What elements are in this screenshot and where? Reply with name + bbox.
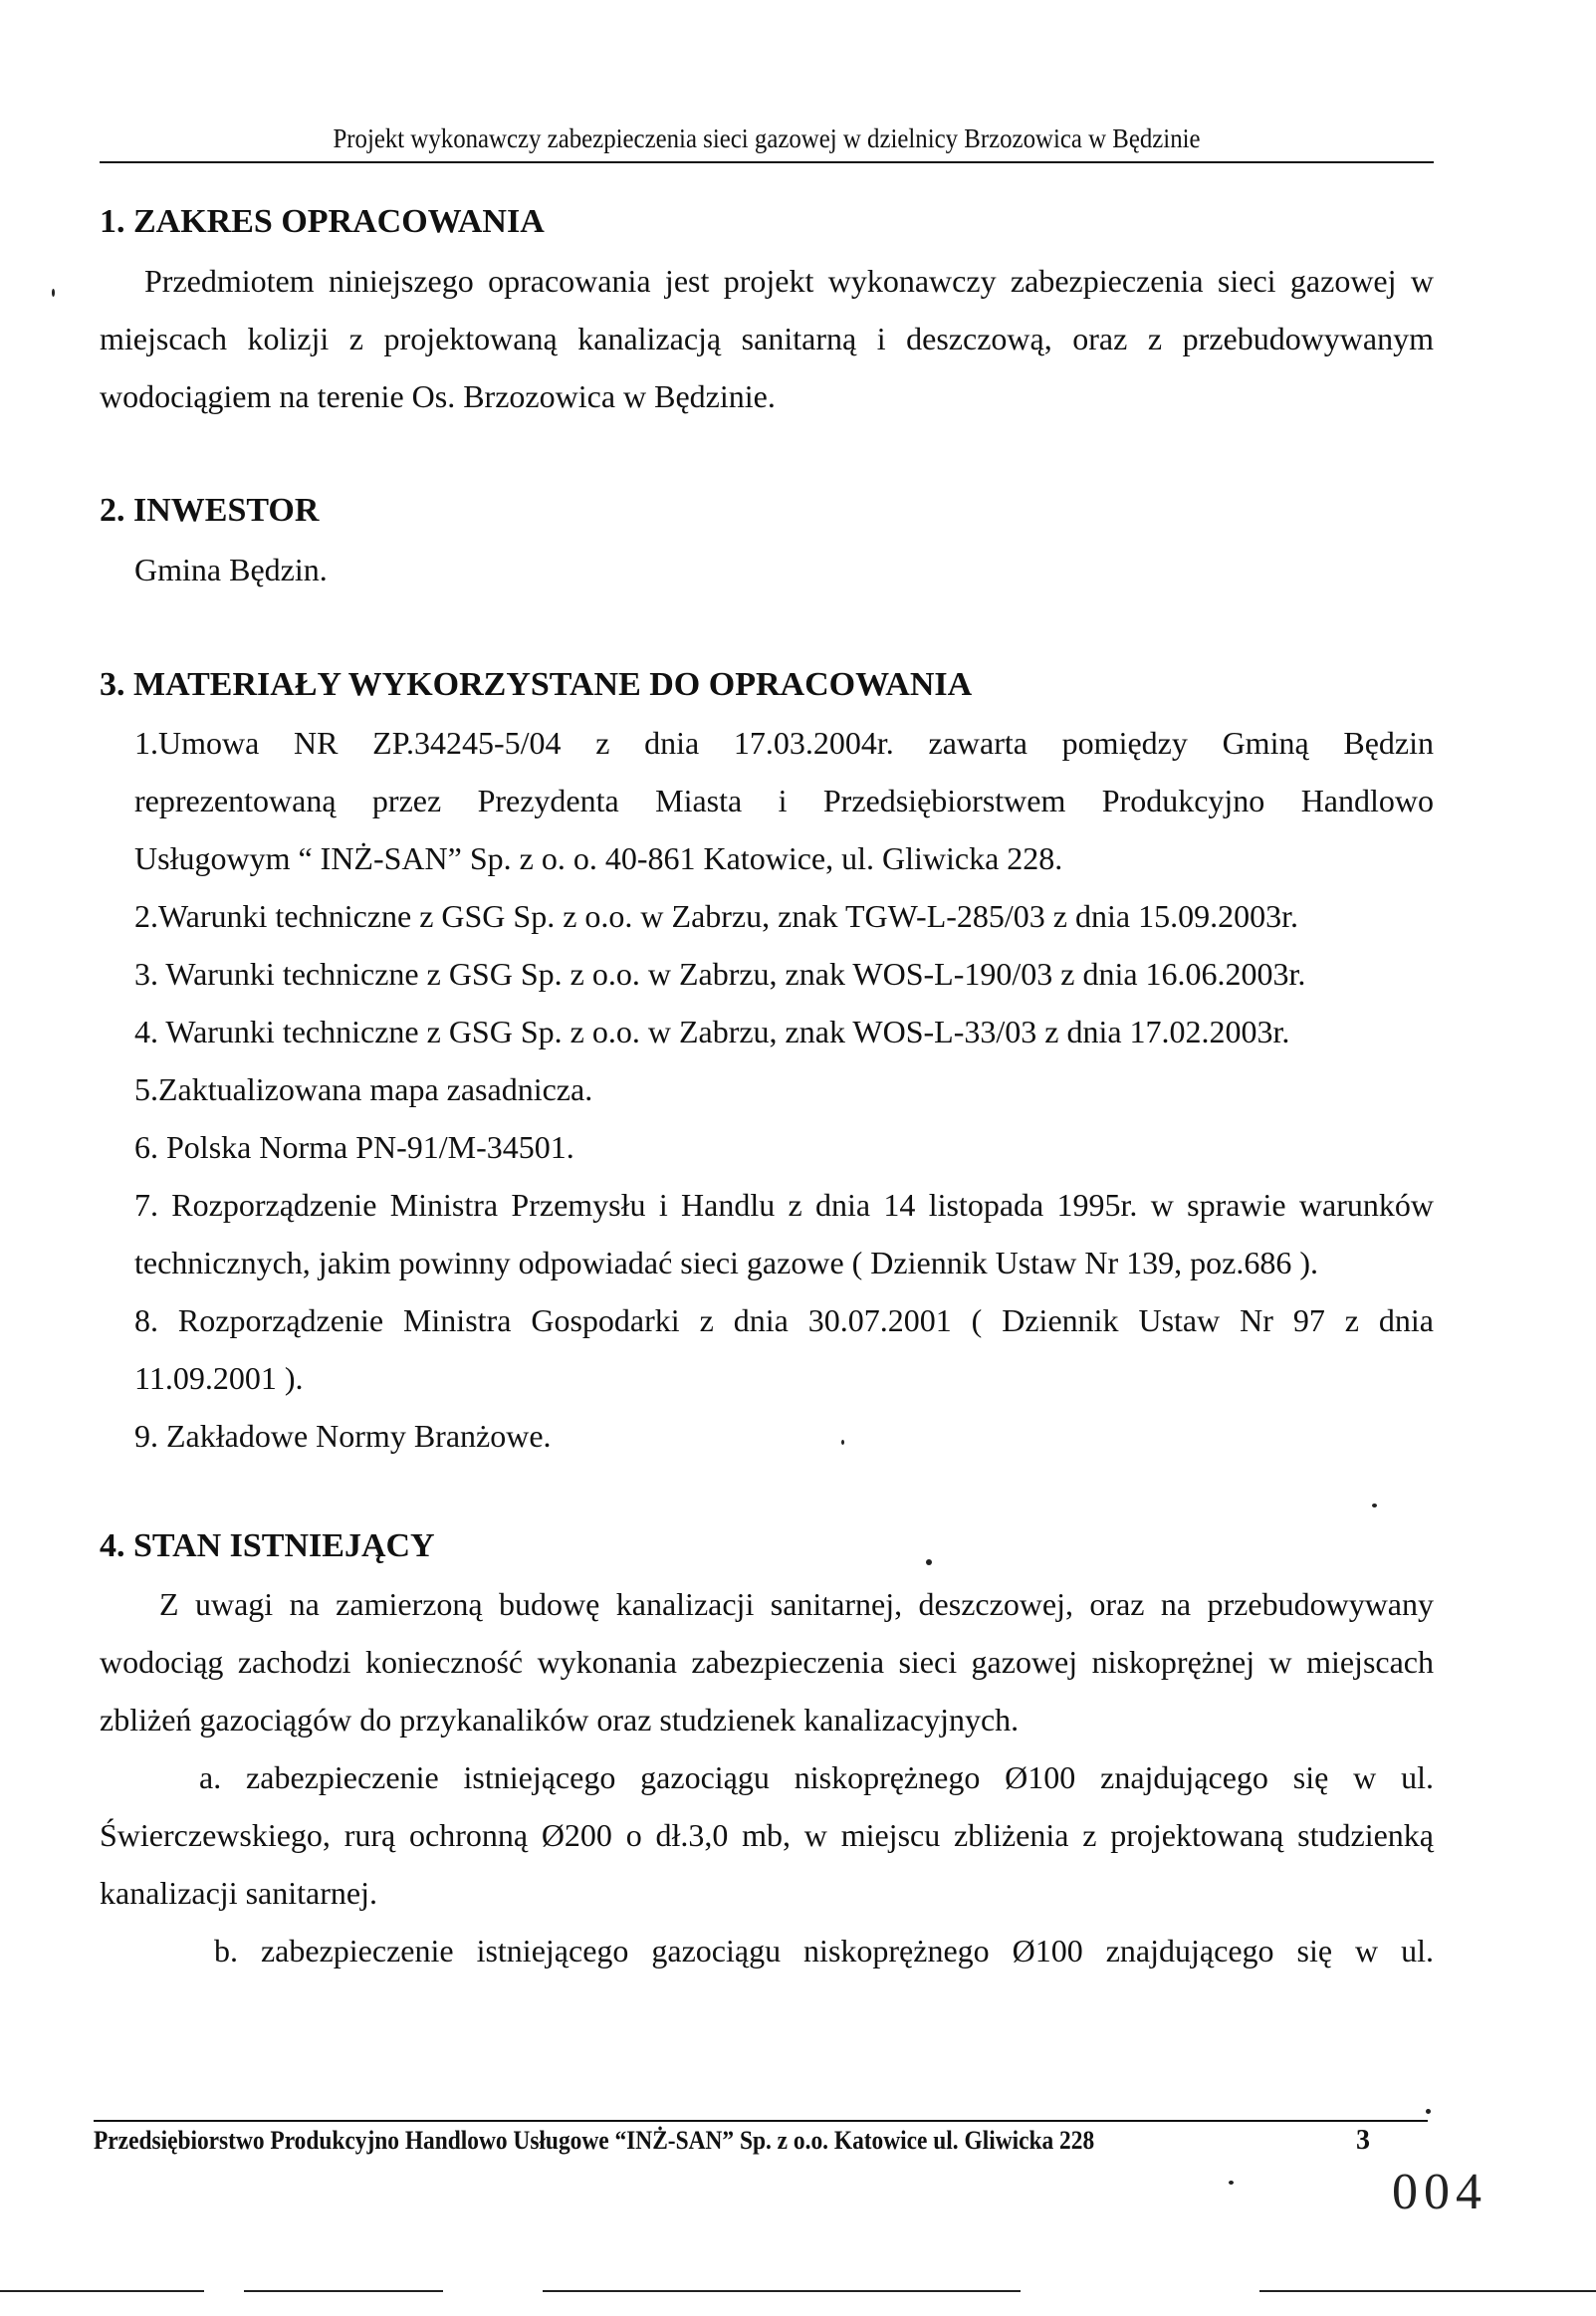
materials-item-line-5: 3. Warunki techniczne z GSG Sp. z o.o. w Zabrzu, znak WOS-L-190/03 z dnia 16.06.2003r.: [134, 956, 1306, 992]
materials-item-line-6: 4. Warunki techniczne z GSG Sp. z o.o. w Zabrzu, znak WOS-L-33/03 z dnia 17.02.2003r.: [134, 1014, 1290, 1049]
section-4-item-a-line-2: Świerczewskiego, rurą ochronną Ø200 o dł.3,0 mb, w miejscu zbliżenia z projektowaną studzienką: [100, 1817, 1434, 1853]
scan-speck: [1372, 1504, 1377, 1507]
scan-speck: [841, 1440, 844, 1445]
materials-item-line-12: 11.09.2001 ).: [134, 1360, 304, 1396]
section-4-item-a-line-3: kanalizacji sanitarnej.: [100, 1875, 377, 1911]
scan-speck: [926, 1559, 932, 1565]
section-1-line-3: wodociągiem na terenie Os. Brzozowica w Będzinie.: [100, 378, 776, 414]
section-4-line-3: zbliżeń gazociągów do przykanalików oraz studzienek kanalizacyjnych.: [100, 1702, 1020, 1737]
footer-divider: [94, 2120, 1428, 2122]
section-4-line-1: Z uwagi na zamierzoną budowę kanalizacji sanitarnej, deszczowej, oraz na przebudowywany: [159, 1586, 1434, 1622]
materials-item-line-4: 2.Warunki techniczne z GSG Sp. z o.o. w Zabrzu, znak TGW-L-285/03 z dnia 15.09.2003r.: [134, 898, 1298, 934]
section-1-line-1: Przedmiotem niniejszego opracowania jest projekt wykonawczy zabezpieczenia sieci gazowej w: [144, 263, 1434, 299]
materials-item-line-10: technicznych, jakim powinny odpowiadać sieci gazowe ( Dziennik Ustaw Nr 139, poz.686 ).: [134, 1245, 1318, 1280]
materials-item-line-8: 6. Polska Norma PN-91/M-34501.: [134, 1129, 574, 1165]
section-1-line-2: miejscach kolizji z projektowaną kanalizacją sanitarną i deszczową, oraz z przebudowywanym: [100, 321, 1434, 356]
scan-edge-line: [0, 2290, 204, 2292]
materials-item-line-9: 7. Rozporządzenie Ministra Przemysłu i Handlu z dnia 14 listopada 1995r. w sprawie warunków: [134, 1187, 1434, 1223]
materials-item-line-1: 1.Umowa NR ZP.34245-5/04 z dnia 17.03.2004r. zawarta pomiędzy Gminą Będzin: [134, 725, 1434, 761]
scan-edge-line: [244, 2290, 443, 2292]
section-1-title: 1. ZAKRES OPRACOWANIA: [100, 203, 545, 240]
section-4-item-a-line-1: a. zabezpieczenie istniejącego gazociągu niskoprężnego Ø100 znajdującego się w ul.: [199, 1759, 1434, 1795]
materials-item-line-2: reprezentowaną przez Prezydenta Miasta i Przedsiębiorstwem Produkcyjno Handlowo: [134, 783, 1434, 818]
materials-item-line-3: Usługowym “ INŻ-SAN” Sp. z o. o. 40-861 Katowice, ul. Gliwicka 228.: [134, 840, 1063, 876]
section-3-title: 3. MATERIAŁY WYKORZYSTANE DO OPRACOWANIA: [100, 666, 973, 703]
scan-speck: [1426, 2109, 1431, 2114]
section-4-item-b-line-1: b. zabezpieczenie istniejącego gazociągu niskoprężnego Ø100 znajdującego się w ul.: [214, 1933, 1434, 1969]
scan-edge-line: [1259, 2290, 1596, 2292]
investor-name: Gmina Będzin.: [134, 552, 328, 587]
scan-speck: [1229, 2181, 1234, 2185]
materials-item-line-13: 9. Zakładowe Normy Branżowe.: [134, 1418, 552, 1454]
header-divider: [100, 161, 1434, 163]
section-4-line-2: wodociąg zachodzi konieczność wykonania zabezpieczenia sieci gazowej niskoprężnej w miejscach: [100, 1644, 1434, 1680]
page-header: Projekt wykonawczy zabezpieczenia sieci gazowej w dzielnicy Brzozowica w Będzinie: [333, 123, 1201, 153]
scan-edge-line: [543, 2290, 1021, 2292]
materials-item-line-11: 8. Rozporządzenie Ministra Gospodarki z dnia 30.07.2001 ( Dziennik Ustaw Nr 97 z dnia: [134, 1302, 1434, 1338]
footer-company: Przedsiębiorstwo Produkcyjno Handlowo Usługowe “INŻ-SAN” Sp. z o.o. Katowice ul. Gliwicka 228: [94, 2126, 1095, 2155]
scan-speck: [52, 289, 55, 297]
section-2-title: 2. INWESTOR: [100, 492, 320, 529]
page-number: 3: [1356, 2125, 1370, 2156]
materials-item-line-7: 5.Zaktualizowana mapa zasadnicza.: [134, 1071, 593, 1107]
archive-stamp-number: 004: [1392, 2164, 1487, 2220]
section-4-title: 4. STAN ISTNIEJĄCY: [100, 1527, 435, 1564]
